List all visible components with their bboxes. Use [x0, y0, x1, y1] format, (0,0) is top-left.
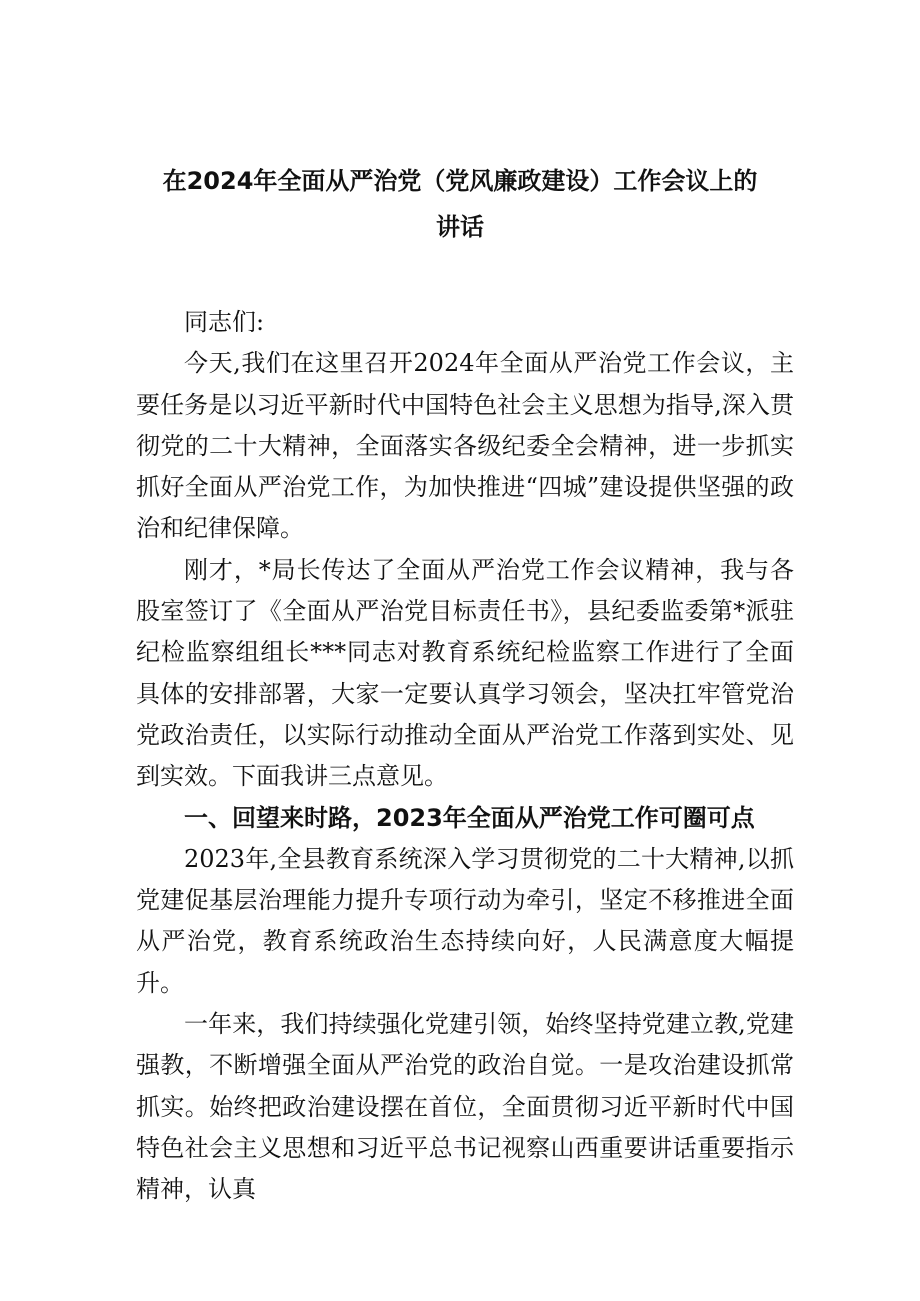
document-body — [136, 302, 794, 1211]
section-heading-1: 一、回望来时路，2023年全面从严治党工作可圈可点 — [184, 803, 755, 832]
document-title-line-1: 在2024年全面从严治党（党风廉政建设）工作会议上的 — [162, 167, 758, 195]
paragraph-intro: 今天,我们在这里召开2024年全面从严治党工作会议，主要任务是以习近平新时代中国特色社会主义思想为指导,深入贯彻党的二十大精神，全面落实各级纪委全会精神，进一步抓实抓好全面从严治党工作，为加快推进“四城”建设提供坚强的政治和纪律保障。 — [136, 349, 794, 543]
paragraph-2023-summary: 2023年,全县教育系统深入学习贯彻党的二十大精神,以抓党建促基层治理能力提升专项行动为牵引，坚定不移推进全面从严治党，教育系统政治生态持续向好，人民满意度大幅提升。 — [136, 844, 794, 997]
paragraph-party-building: 一年来，我们持续强化党建引领，始终坚持党建立教,党建强教，不断增强全面从严治党的政治自觉。一是攻治建设抓常抓实。始终把政治建设摆在首位，全面贯彻习近平新时代中国特色社会主义思想和习近平总书记视察山西重要讲话重要指示精神，认真 — [136, 1010, 794, 1204]
paragraph-review: 刚才，*局长传达了全面从严治党工作会议精神，我与各股室签订了《全面从严治党目标责任书》，县纪委监委第*派驻纪检监察组组长***同志对教育系统纪检监察工作进行了全面具体的安排部署，大家一定要认真学习领会，坚决扛牢管党治党政治责任，以实际行动推动全面从严治党工作落到实处、见到实效。下面我讲三点意见。 — [136, 555, 794, 791]
salutation: 同志们: — [184, 308, 265, 336]
document-title-line-2: 讲话 — [436, 213, 484, 241]
